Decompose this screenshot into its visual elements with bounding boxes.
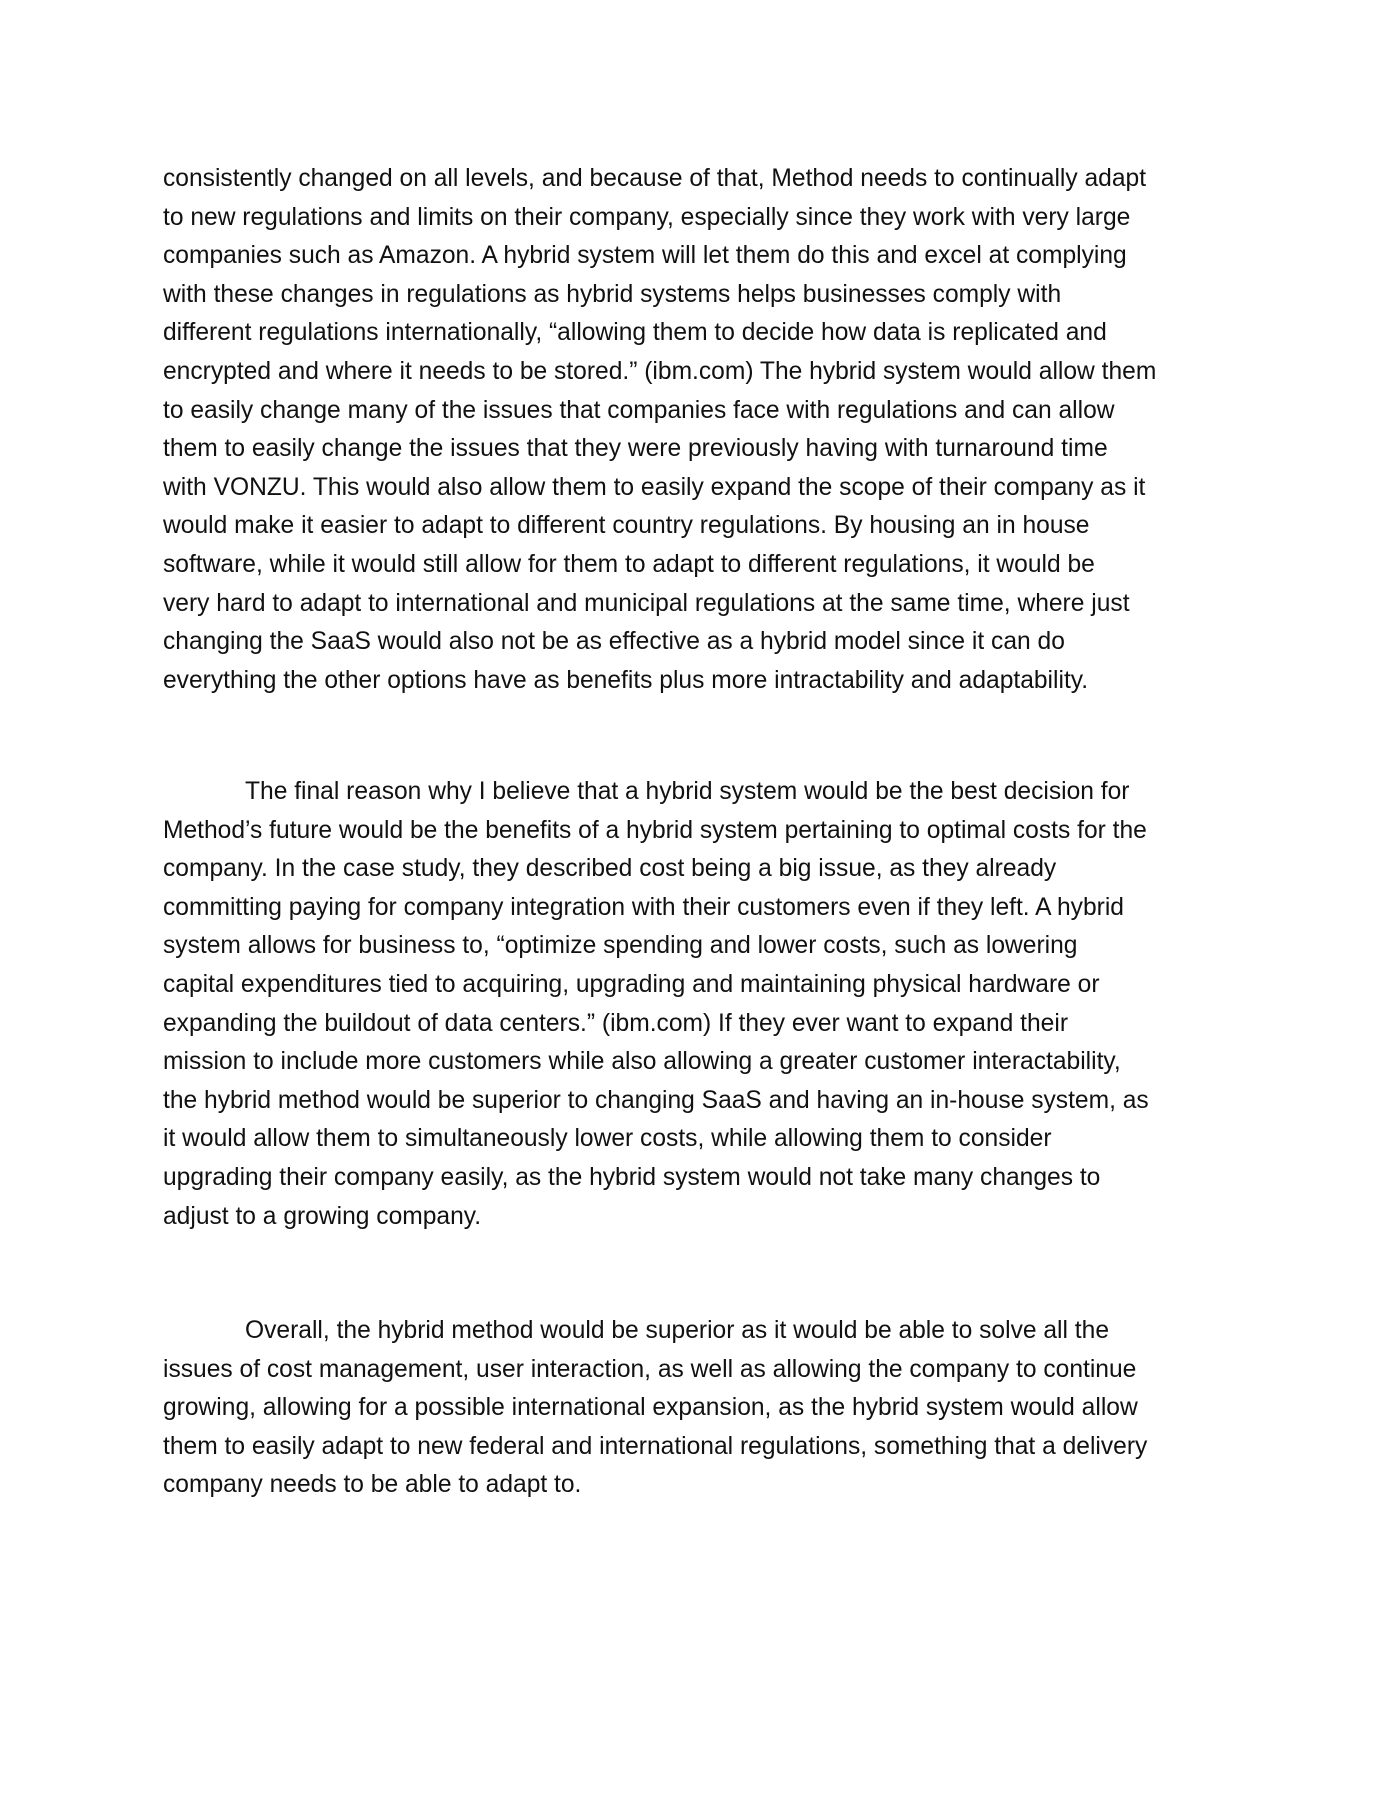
paragraph-conclusion xyxy=(163,1312,1229,1505)
text-line: to easily change many of the issues that companies face with regulations and can allow xyxy=(163,396,1115,424)
paragraph-costs xyxy=(163,773,1229,1236)
text-line: mission to include more customers while also allowing a greater customer interactability, xyxy=(163,1048,1121,1076)
text-line: everything the other options have as benefits plus more intractability and adaptability. xyxy=(163,666,1089,694)
text-line-first xyxy=(163,1312,1229,1351)
text-line: upgrading their company easily, as the hybrid system would not take many changes to xyxy=(163,1163,1101,1191)
text-line: capital expenditures tied to acquiring, upgrading and maintaining physical hardware or xyxy=(163,970,1100,998)
text-line: very hard to adapt to international and municipal regulations at the same time, where just xyxy=(163,589,1130,617)
text-line: them to easily adapt to new federal and international regulations, something that a delivery xyxy=(163,1432,1148,1460)
text-line: company. In the case study, they described cost being a big issue, as they already xyxy=(163,855,1057,883)
text-line: expanding the buildout of data centers.” (ibm.com) If they ever want to expand their xyxy=(163,1009,1069,1037)
paragraph-regulations xyxy=(163,160,1229,700)
text-line: company needs to be able to adapt to. xyxy=(163,1471,582,1499)
text-line: companies such as Amazon. A hybrid system will let them do this and excel at complying xyxy=(163,242,1127,270)
text-line: adjust to a growing company. xyxy=(163,1202,482,1230)
text-line: with VONZU. This would also allow them to easily expand the scope of their company as it xyxy=(163,473,1146,501)
text-line: would make it easier to adapt to different country regulations. By housing an in house xyxy=(163,512,1090,540)
text-line: them to easily change the issues that they were previously having with turnaround time xyxy=(163,435,1108,463)
text-line: issues of cost management, user interaction, as well as allowing the company to continue xyxy=(163,1355,1137,1383)
text-line: with these changes in regulations as hybrid systems helps businesses comply with xyxy=(163,280,1062,308)
text-line: system allows for business to, “optimize spending and lower costs, such as lowering xyxy=(163,932,1078,960)
text-line-content: The final reason why I believe that a hybrid system would be the best decision for xyxy=(245,778,1130,805)
text-line: committing paying for company integration with their customers even if they left. A hybrid xyxy=(163,893,1124,921)
text-line: encrypted and where it needs to be stored.” (ibm.com) The hybrid system would allow them xyxy=(163,357,1157,385)
text-line: software, while it would still allow for them to adapt to different regulations, it would be xyxy=(163,550,1095,578)
text-line: it would allow them to simultaneously lower costs, while allowing them to consider xyxy=(163,1125,1052,1153)
text-line: to new regulations and limits on their company, especially since they work with very large xyxy=(163,203,1131,231)
text-line: changing the SaaS would also not be as effective as a hybrid model since it can do xyxy=(163,628,1065,656)
text-line-content: Overall, the hybrid method would be superior as it would be able to solve all the xyxy=(245,1317,1109,1344)
text-line: Method’s future would be the benefits of a hybrid system pertaining to optimal costs for the xyxy=(163,816,1147,844)
text-line: the hybrid method would be superior to changing SaaS and having an in-house system, as xyxy=(163,1086,1149,1114)
text-line: consistently changed on all levels, and because of that, Method needs to continually adapt xyxy=(163,165,1147,192)
text-line-first xyxy=(163,773,1229,812)
text-line: different regulations internationally, “allowing them to decide how data is replicated and xyxy=(163,319,1107,347)
text-line: growing, allowing for a possible international expansion, as the hybrid system would allow xyxy=(163,1394,1138,1422)
